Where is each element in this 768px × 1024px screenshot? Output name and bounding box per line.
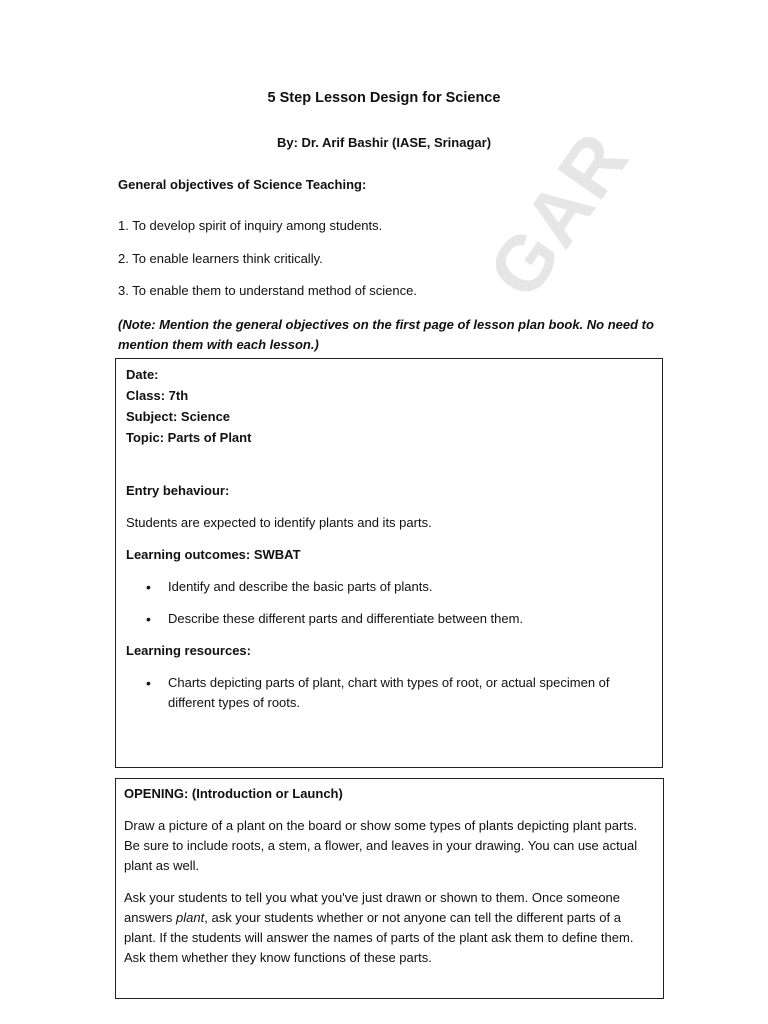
learning-outcomes-list bbox=[126, 577, 652, 629]
learning-outcomes-heading: Learning outcomes: SWBAT bbox=[126, 547, 301, 562]
class-label: Class: 7th bbox=[126, 388, 189, 403]
objective-item: 1. To develop spirit of inquiry among students. bbox=[118, 218, 383, 233]
topic-label: Topic: Parts of Plant bbox=[126, 430, 252, 445]
list-item: • Identify and describe the basic parts of plants. bbox=[126, 577, 652, 597]
objective-item: 3. To enable them to understand method of science. bbox=[118, 283, 417, 298]
date-label: Date: bbox=[126, 367, 159, 382]
watermark: GAR bbox=[470, 115, 646, 314]
author-byline: By: Dr. Arif Bashir (IASE, Srinagar) bbox=[276, 135, 492, 150]
objective-item: 2. To enable learners think critically. bbox=[118, 251, 323, 266]
opening-paragraph: Draw a picture of a plant on the board or show some types of plants depicting plant parts. Be sure to include roots, a stem, a flower, and leaves in your drawing. You can use actual plant as well. bbox=[124, 818, 638, 873]
lesson-details-box bbox=[115, 358, 663, 768]
opening-heading: OPENING: (Introduction or Launch) bbox=[124, 786, 343, 801]
entry-behaviour-heading: Entry behaviour: bbox=[126, 483, 230, 498]
entry-behaviour-text: Students are expected to identify plants and its parts. bbox=[126, 515, 432, 530]
learning-resources-list bbox=[126, 673, 652, 713]
subject-label: Subject: Science bbox=[126, 409, 231, 424]
document-title: 5 Step Lesson Design for Science bbox=[267, 90, 501, 106]
list-item: • Charts depicting parts of plant, chart with types of root, or actual specimen of different types of roots. bbox=[126, 673, 652, 713]
objectives-note: (Note: Mention the general objectives on the first page of lesson plan book. No need to mention them with each lesson.) bbox=[118, 317, 654, 352]
list-item: • Describe these different parts and differentiate between them. bbox=[126, 609, 652, 629]
opening-box bbox=[115, 778, 664, 999]
general-objectives-heading: General objectives of Science Teaching: bbox=[118, 177, 367, 192]
opening-paragraph-2: Ask your students to tell you what you've just drawn or shown to them. Once someone answers plant, ask your students whether or not anyone can tell the different parts of a plant. If the students will answer the names of parts of the plant ask them to define them. Ask them whether they know functions of these parts. bbox=[124, 890, 634, 965]
learning-resources-heading: Learning resources: bbox=[126, 643, 251, 658]
